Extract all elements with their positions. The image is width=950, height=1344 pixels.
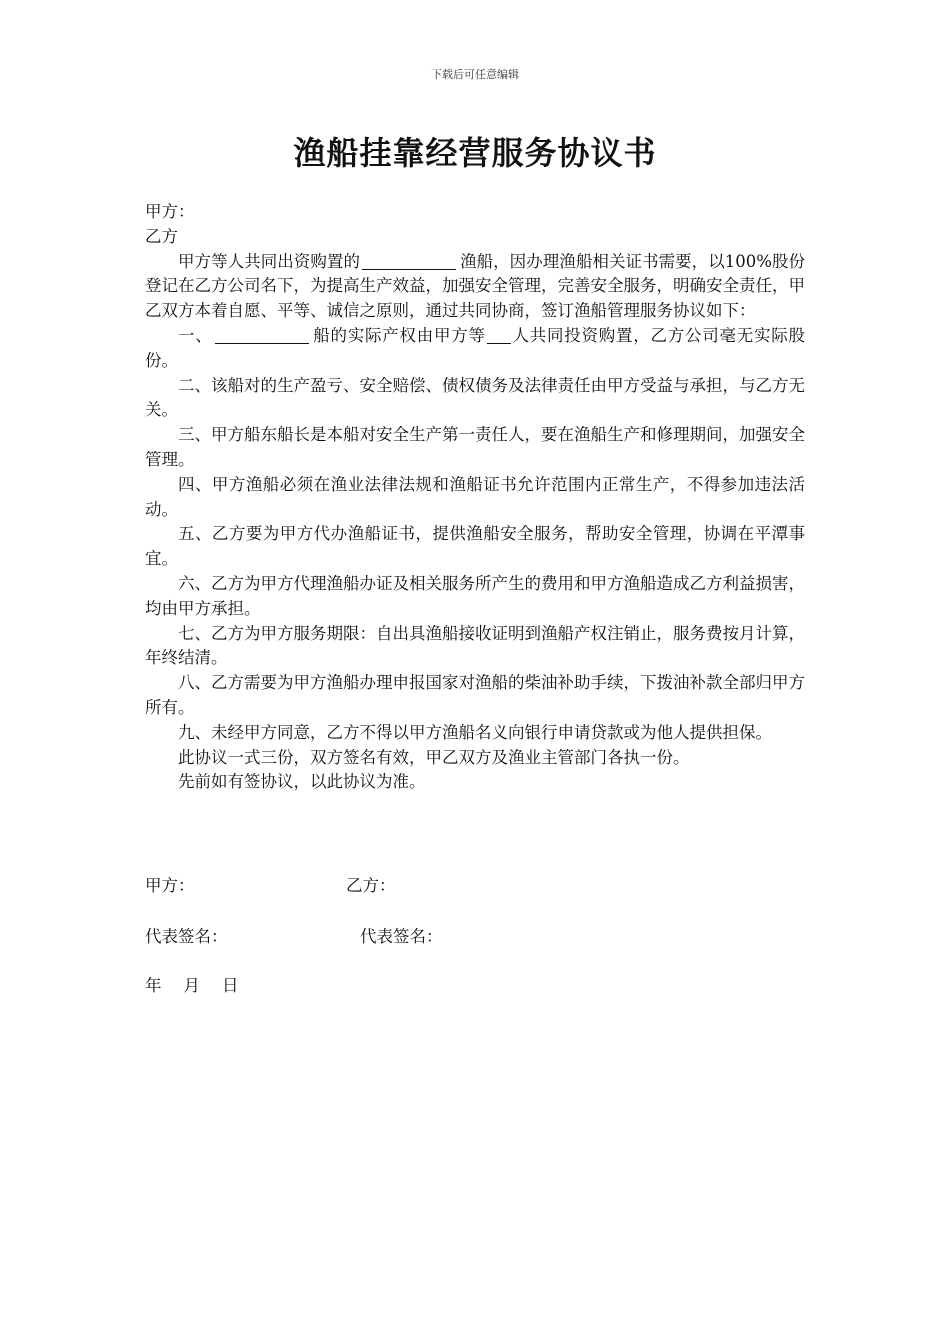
clause-8: 八、乙方需要为甲方渔船办理申报国家对渔船的柴油补助手续，下拨油补款全部归甲方所有。 xyxy=(145,673,805,717)
clause-1-count-blank[interactable] xyxy=(487,325,511,344)
clause-5: 五、乙方要为甲方代办渔船证书，提供渔船安全服务，帮助安全管理，协调在平潭事宜。 xyxy=(145,524,805,569)
clause-4: 四、甲方渔船必须在渔业法律法规和渔船证书允许范围内正常生产，不得参加违法活动。 xyxy=(145,474,805,519)
party-a-signature-label: 甲方： xyxy=(145,876,195,895)
intro-paragraph xyxy=(145,250,805,324)
clause-2: 二、该船对的生产盈亏、安全赔偿、债权债务及法律责任由甲方受益与承担，与乙方无关。 xyxy=(145,375,805,420)
party-signature-row xyxy=(145,872,805,896)
clause-7: 七、乙方为甲方服务期限：自出具渔船接收证明到渔船产权注销止，服务费按月计算，年终结清。 xyxy=(145,623,805,668)
date-row xyxy=(145,972,805,996)
clause-1-middle: 船的实际产权由甲方等 xyxy=(312,325,486,345)
intro-after-blank: 渔船，因办理渔船相关证书需要，以100%股份登记在乙方公司名下，为提高生产效益，加强安全管理，完善安全服务，明确安全责任，甲乙双方本着自愿、平等、诚信之原则，通过共同协商，签订渔船管理服务协议如下： xyxy=(145,251,806,321)
agreement-body xyxy=(145,200,805,795)
representative-signature-row xyxy=(145,923,805,947)
intro-before-blank: 甲方等人共同出资购置的 xyxy=(178,251,360,271)
closing-copies: 此协议一式三份，双方签名有效，甲乙双方及渔业主管部门各执一份。 xyxy=(178,747,690,767)
vessel-name-blank[interactable] xyxy=(362,251,456,270)
clause-1-vessel-blank[interactable] xyxy=(215,325,309,344)
date-year: 年 xyxy=(145,976,162,995)
rep-b-signature-label: 代表签名： xyxy=(360,927,443,946)
document-title: 渔船挂靠经营服务协议书 xyxy=(293,134,657,172)
clause-9: 九、未经甲方同意，乙方不得以甲方渔船名义向银行申请贷款或为他人提供担保。 xyxy=(178,722,772,742)
clause-1-prefix: 一、 xyxy=(178,325,213,345)
party-b-line: 乙方 xyxy=(145,226,178,246)
clause-1 xyxy=(145,324,805,374)
header-note: 下载后可任意编辑 xyxy=(431,68,519,81)
clause-6: 六、乙方为甲方代理渔船办证及相关服务所产生的费用和甲方渔船造成乙方利益损害，均由甲方承担。 xyxy=(145,573,805,618)
party-a-line: 甲方： xyxy=(145,202,195,221)
date-day: 日 xyxy=(222,976,239,995)
clause-3: 三、甲方船东船长是本船对安全生产第一责任人，要在渔船生产和修理期间，加强安全管理。 xyxy=(145,425,805,469)
rep-a-signature-label: 代表签名： xyxy=(145,927,228,946)
date-month: 月 xyxy=(183,976,200,995)
party-b-signature-label: 乙方： xyxy=(346,876,396,895)
clause-1-after: 人共同投资购置，乙方公司毫无实际股份。 xyxy=(145,325,805,370)
closing-precedence: 先前如有签协议，以此协议为准。 xyxy=(178,772,426,792)
